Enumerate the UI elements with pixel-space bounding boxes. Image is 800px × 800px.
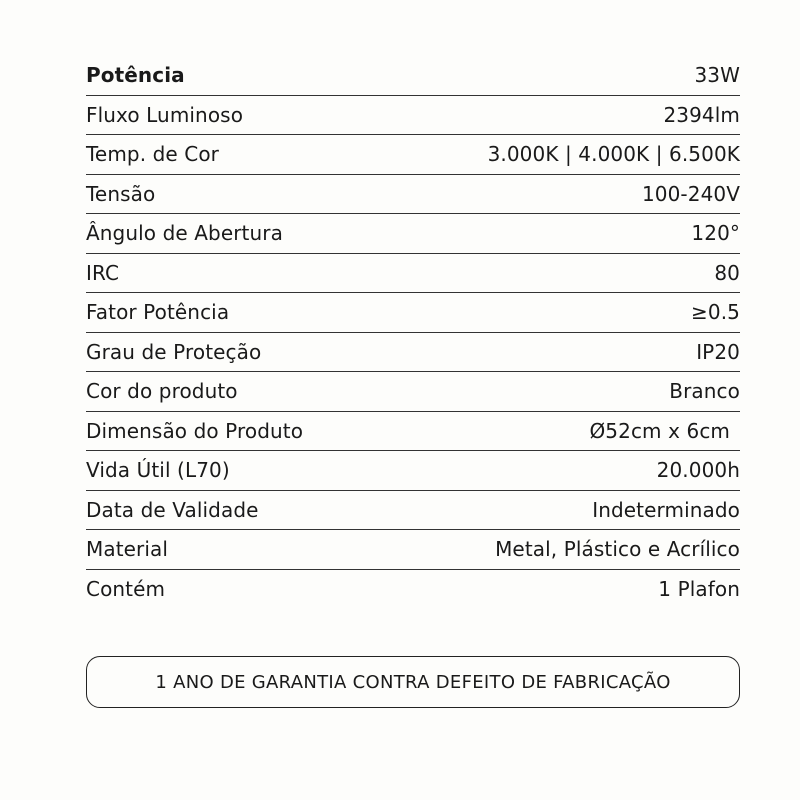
spec-row-temp-cor xyxy=(86,135,740,175)
spec-row-tensao xyxy=(86,175,740,215)
spec-row-material xyxy=(86,530,740,570)
spec-value: Branco xyxy=(669,379,740,404)
spec-value: 1 Plafon xyxy=(658,577,740,602)
spec-label: Material xyxy=(86,537,169,562)
spec-label: IRC xyxy=(86,260,120,285)
spec-label: Cor do produto xyxy=(86,379,238,404)
spec-row-cor-produto xyxy=(86,372,740,412)
spec-value: 3.000K | 4.000K | 6.500K xyxy=(487,142,740,167)
spec-value: IP20 xyxy=(696,339,740,364)
spec-value: Ø52cm x 6cm xyxy=(589,418,730,443)
spec-value: 80 xyxy=(714,260,740,285)
spec-label: Contém xyxy=(86,577,166,602)
spec-row-irc xyxy=(86,254,740,294)
spec-label: Potência xyxy=(86,63,185,88)
spec-value: ≥0.5 xyxy=(691,300,740,325)
spec-row-data-validade xyxy=(86,491,740,531)
spec-row-vida-util xyxy=(86,451,740,491)
spec-row-angulo-abertura xyxy=(86,214,740,254)
spec-label: Fator Potência xyxy=(86,300,230,325)
spec-label: Temp. de Cor xyxy=(86,142,219,167)
spec-label: Tensão xyxy=(86,181,156,206)
spec-row-dimensao-produto xyxy=(86,412,740,452)
spec-row-potencia xyxy=(86,56,740,96)
spec-value: Metal, Plástico e Acrílico xyxy=(495,537,740,562)
spec-value: 100-240V xyxy=(641,181,740,206)
spec-label: Vida Útil (L70) xyxy=(86,458,230,483)
spec-row-fator-potencia xyxy=(86,293,740,333)
spec-label: Grau de Proteção xyxy=(86,339,262,364)
spec-value: 120° xyxy=(691,221,740,246)
spec-label: Dimensão do Produto xyxy=(86,418,304,443)
spec-value: 2394lm xyxy=(663,102,740,127)
spec-value: Indeterminado xyxy=(592,497,740,522)
spec-value: 33W xyxy=(694,63,740,88)
spec-row-grau-protecao xyxy=(86,333,740,373)
spec-value: 20.000h xyxy=(656,458,740,483)
spec-table xyxy=(86,56,740,609)
spec-label: Data de Validade xyxy=(86,497,259,522)
spec-label: Fluxo Luminoso xyxy=(86,102,244,127)
spec-row-contem xyxy=(86,570,740,610)
warranty-banner: 1 ANO DE GARANTIA CONTRA DEFEITO DE FABRICAÇÃO xyxy=(86,656,740,708)
spec-row-fluxo-luminoso xyxy=(86,96,740,136)
spec-label: Ângulo de Abertura xyxy=(86,221,283,246)
